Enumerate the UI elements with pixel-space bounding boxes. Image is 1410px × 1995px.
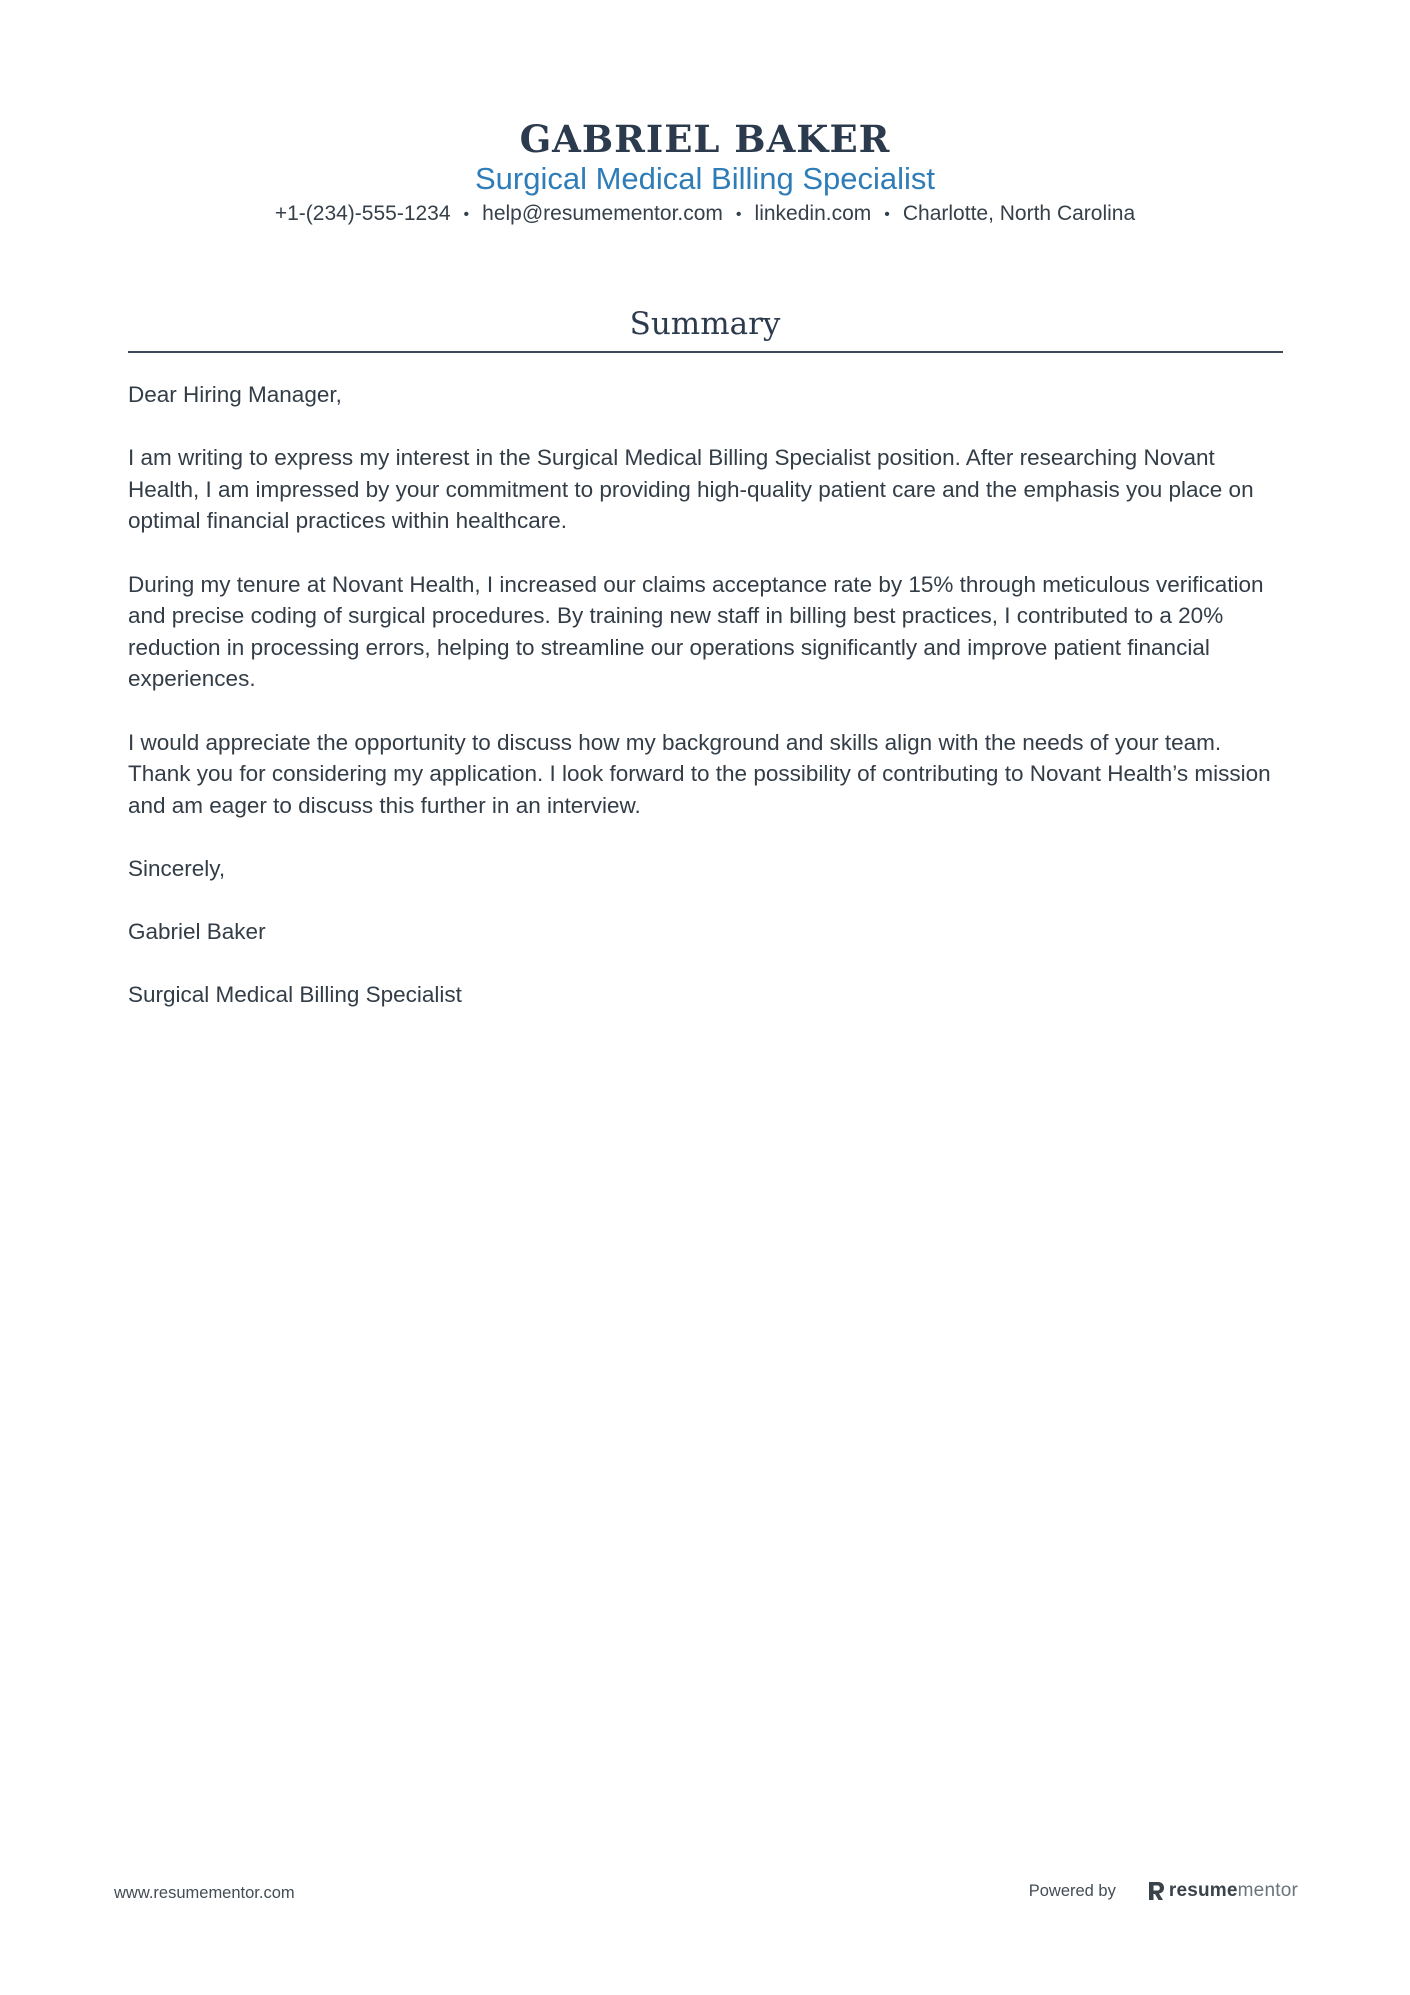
letter-closing: Sincerely, — [128, 855, 226, 881]
resumementor-logo-icon — [1146, 1880, 1166, 1902]
signature-title: Surgical Medical Billing Specialist — [128, 982, 462, 1008]
letter-paragraph: During my tenure at Novant Health, I increased our claims acceptance rate by 15% through meticulous verification and precise coding of surgical procedures. By training new staff in billing best practices, I contributed to a 20% reduction in processing errors, helping to streamline our operations significantly and improve patient financial experiences. — [128, 571, 1264, 692]
letter-body — [128, 379, 1288, 1042]
candidate-name: GABRIEL BAKER — [519, 117, 891, 161]
contact-line — [0, 200, 1410, 230]
section-divider — [128, 351, 1283, 353]
contact-email[interactable]: help@resumementor.com — [482, 202, 723, 225]
separator-dot: • — [463, 206, 470, 223]
resumementor-logo[interactable] — [1146, 1880, 1298, 1902]
letter-greeting: Dear Hiring Manager, — [128, 382, 342, 407]
logo-text-light: mentor — [1237, 1880, 1298, 1901]
powered-by-label: Powered by — [1028, 1881, 1116, 1900]
letter-paragraph: I am writing to express my interest in the Surgical Medical Billing Specialist position. After researching Novant Health, I am impressed by your commitment to providing high-quality patient care and the emphasis you place on optimal financial practices within healthcare. — [128, 445, 1254, 534]
candidate-role: Surgical Medical Billing Specialist — [474, 161, 936, 196]
section-title: Summary — [629, 306, 781, 342]
header — [0, 116, 1410, 230]
contact-location: Charlotte, North Carolina — [902, 202, 1136, 225]
letter-paragraph: I would appreciate the opportunity to discuss how my background and skills align with the needs of your team. Thank you for considering my application. I look forward to the possibility of contributing to Novant Health’s mission and am eager to discuss this further in an interview. — [128, 729, 1271, 818]
contact-phone: +1-(234)-555-1234 — [274, 202, 451, 225]
logo-text-bold: resume — [1168, 1880, 1238, 1901]
separator-dot: • — [884, 206, 890, 223]
logo-wordmark — [1169, 1880, 1298, 1902]
contact-linkedin[interactable]: linkedin.com — [754, 202, 872, 225]
footer-website[interactable]: www.resumementor.com — [114, 1884, 295, 1902]
signature-name: Gabriel Baker — [128, 919, 266, 945]
footer-branding — [1029, 1880, 1298, 1902]
separator-dot: • — [735, 206, 742, 223]
